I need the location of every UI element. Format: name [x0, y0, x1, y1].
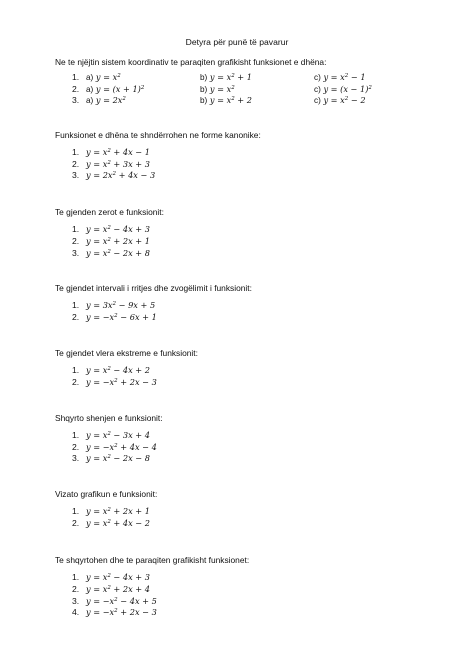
function-expression: $y = x^2 - 4x + 3$ [86, 224, 150, 234]
item-number: 1. [72, 224, 80, 234]
function-expression: $y = x^2 + 4x - 2$ [86, 518, 150, 528]
item-number: 1. [72, 365, 80, 375]
function-expression: a) $y = x^2$ [86, 72, 121, 82]
function-expression: $y = x^2 + 2x + 1$ [86, 236, 150, 246]
function-expression: $y = 2x^2 + 4x - 3$ [86, 170, 156, 180]
function-expression: $y = x^2 - 2x - 8$ [86, 453, 150, 463]
item-number: 2. [72, 84, 80, 94]
function-expression: $y = x^2 - 4x + 3$ [86, 572, 150, 582]
item-number: 1. [72, 572, 80, 582]
function-expression: $y = -x^2 - 4x + 5$ [86, 596, 157, 606]
item-number: 3. [72, 170, 80, 180]
function-expression: b) $y = x^2 + 2$ [200, 95, 252, 105]
item-number: 2. [72, 377, 80, 387]
section-heading: Vizato grafikun e funksionit: [55, 489, 158, 499]
item-number: 2. [72, 442, 80, 452]
item-number: 2. [72, 236, 80, 246]
function-expression: $y = x^2 - 2x + 8$ [86, 248, 150, 258]
item-number: 2. [72, 518, 80, 528]
item-number: 1. [72, 72, 80, 82]
page-title: Detyra për punë të pavarur [185, 37, 289, 47]
item-number: 1. [72, 506, 80, 516]
function-expression: c) $y = x^2 - 1$ [314, 72, 366, 82]
function-expression: c) $y = (x - 1)^2$ [314, 84, 372, 94]
item-number: 3. [72, 453, 80, 463]
function-expression: $y = -x^2 + 2x - 3$ [86, 377, 157, 387]
function-expression: $y = -x^2 - 6x + 1$ [86, 312, 157, 322]
function-expression: $y = x^2 - 4x + 2$ [86, 365, 150, 375]
item-number: 1. [72, 300, 80, 310]
item-number: 2. [72, 584, 80, 594]
item-number: 4. [72, 607, 80, 617]
function-expression: c) $y = x^2 - 2$ [314, 95, 366, 105]
item-number: 3. [72, 248, 80, 258]
item-number: 1. [72, 430, 80, 440]
item-number: 2. [72, 312, 80, 322]
section-heading: Shqyrto shenjen e funksionit: [55, 413, 163, 423]
item-number: 2. [72, 159, 80, 169]
function-expression: a) $y = (x + 1)^2$ [86, 84, 145, 94]
function-expression: $y = x^2 + 2x + 4$ [86, 584, 150, 594]
function-expression: $y = x^2 - 3x + 4$ [86, 430, 150, 440]
section-heading: Ne te njëjtin sistem koordinativ te paraqiten grafikisht funksionet e dhëna: [55, 57, 327, 67]
function-expression: $y = x^2 + 4x - 1$ [86, 147, 150, 157]
section-heading: Te gjenden zerot e funksionit: [55, 207, 164, 217]
function-expression: $y = -x^2 + 4x - 4$ [86, 442, 157, 452]
function-expression: $y = x^2 + 3x + 3$ [86, 159, 150, 169]
function-expression: b) $y = x^2$ [200, 84, 235, 94]
function-expression: b) $y = x^2 + 1$ [200, 72, 252, 82]
function-expression: $y = -x^2 + 2x - 3$ [86, 607, 157, 617]
item-number: 3. [72, 95, 80, 105]
function-expression: a) $y = 2x^2$ [86, 95, 126, 105]
function-expression: $y = x^2 + 2x + 1$ [86, 506, 150, 516]
section-heading: Funksionet e dhëna te shndërrohen ne forme kanonike: [55, 130, 261, 140]
section-heading: Te gjendet vlera ekstreme e funksionit: [55, 348, 198, 358]
section-heading: Te gjendet intervali i rritjes dhe zvogëlimit i funksionit: [55, 283, 252, 293]
section-heading: Te shqyrtohen dhe te paraqiten grafikisht funksionet: [55, 555, 250, 565]
function-expression: $y = 3x^2 - 9x + 5$ [86, 300, 156, 310]
item-number: 1. [72, 147, 80, 157]
item-number: 3. [72, 596, 80, 606]
